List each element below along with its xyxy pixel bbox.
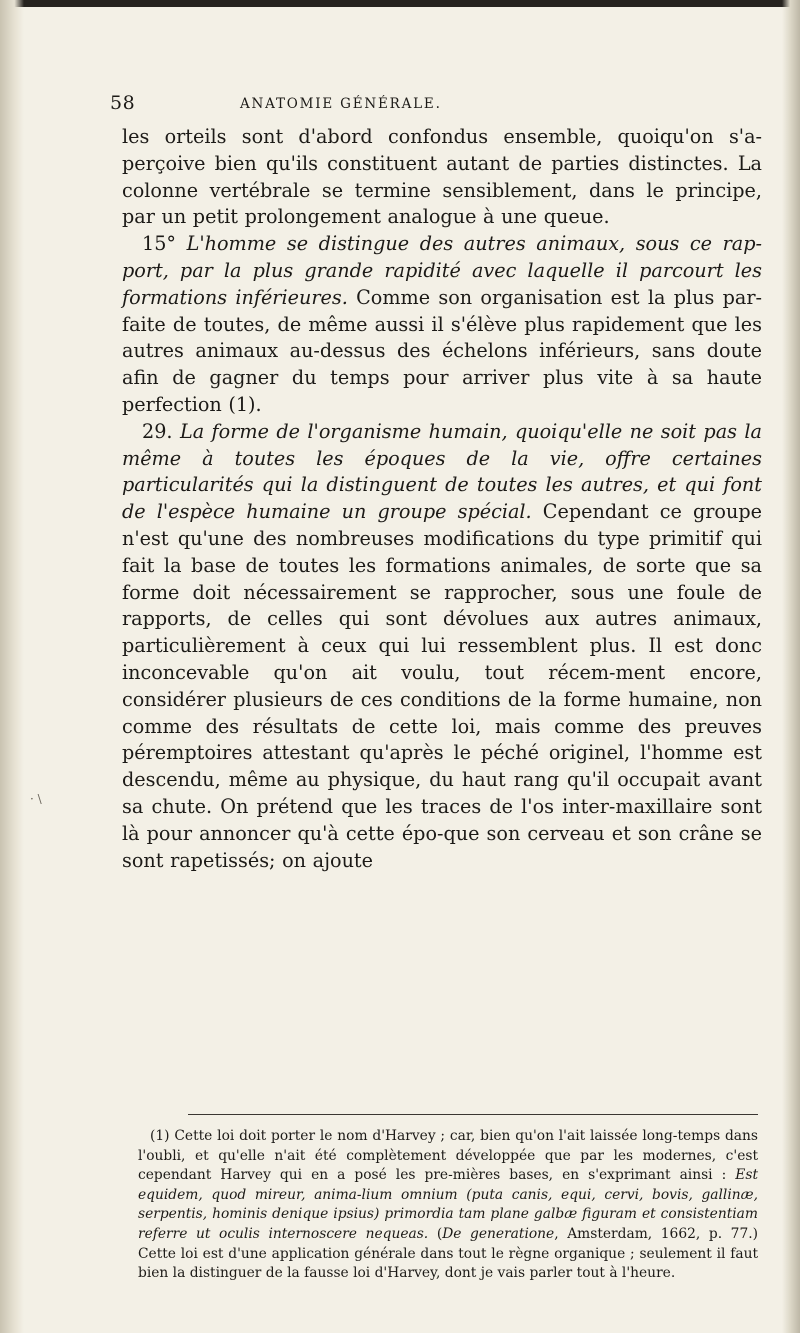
footnote-2-text: Cette loi est d'une application générale dans tout le règne organique ; seulement il faut bien la distinguer de la fausse loi d'Harvey, dont je vais parler tout à l'heure. <box>138 1245 758 1282</box>
footnote-1 <box>138 1127 758 1284</box>
margin-annotation: · \ <box>30 792 42 806</box>
paragraph-29 <box>122 419 762 875</box>
paragraph-15-text: Comme son organisation est la plus par-faite de toutes, de même aussi il s'élève plus rapidement que les autres animaux au-dessus des échelons inférieurs, sans doute afin de gagner du temps pour arriver plus vite à sa haute perfection (1). <box>122 285 762 416</box>
footnote-1-text: (1) Cette loi doit porter le nom d'Harvey ; car, bien qu'on l'ait laissée long-temps dans l'oubli, et qu'elle n'ait été complètement développée que par les modernes, c'est cependant Harvey qui en a posé les pre-mières bases, en s'exprimant ainsi : <box>138 1128 758 1184</box>
footnote-1-source-details: , Amsterdam, 1662, p. 77.) <box>554 1225 758 1242</box>
left-page-gutter <box>0 0 24 1333</box>
paragraph-15 <box>122 231 762 419</box>
paragraph-29-number: 29. <box>142 419 173 443</box>
paragraph-29-proposition: La forme de l'organisme humain, quoiqu'elle ne soit pas la même à toutes les époques de la vie, offre certaines particularités qui la distinguent de toutes les autres, et qui font de l'espèce humaine un groupe spécial. <box>122 419 762 524</box>
paragraph-continuation <box>122 124 762 231</box>
paragraph-15-number: 15° <box>142 232 177 256</box>
paragraph-15-proposition: L'homme se distingue des autres animaux, sous ce rap-port, par la plus grande rapidité avec laquelle il parcourt les formations inférieures. <box>122 232 762 309</box>
paragraph-29-text: Cependant ce groupe n'est qu'une des nombreuses modifications du type primitif qui fait la base de toutes les formations animales, de sorte que sa forme doit nécessairement se rapprocher, sous une foule de rapports, de celles qui sont dévolues aux autres animaux, particulièrement à ceux qui lui ressemblent plus. Il est donc inconcevable qu'on ait voulu, tout récem-ment encore, considérer plusieurs de ces conditions de la forme humaine, non comme des résultats de cette loi, mais comme des preuves péremptoires attestant qu'après le péché originel, l'homme est descendu, même au physique, du haut rang qu'il occupait avant sa chute. On prétend que les traces de l'os inter-maxillaire sont là pour annoncer qu'à cette épo-que son cerveau et son crâne se sont rapetissés; on ajoute <box>122 500 762 872</box>
main-text <box>122 124 762 874</box>
page-header <box>110 92 750 122</box>
top-scan-border <box>0 0 800 7</box>
footnote-1-paren: ( <box>436 1225 443 1242</box>
footnote-1-source-title: De generatione <box>442 1225 555 1242</box>
footnote <box>138 1127 758 1284</box>
footnote-divider <box>188 1114 758 1115</box>
running-head: ANATOMIE GÉNÉRALE. <box>240 96 442 112</box>
paragraph-1-text: les orteils sont d'abord confondus ensemble, quoiqu'on s'a-perçoive bien qu'ils constituent autant de parties distinctes. La colonne vertébrale se termine sensiblement, dans le principe, par un petit prolongement analogue à une queue. <box>122 125 762 229</box>
right-page-edge <box>782 0 800 1333</box>
footnote-1-latin-quote: Est equidem, quod mireur, anima-lium omnium (puta canis, equi, cervi, bovis, gallinæ, serpentis, hominis denique ipsius) primordia tam plane galbæ figuram et consistentiam referre ut oculis internoscere nequeas. <box>138 1167 758 1242</box>
page-number: 58 <box>110 92 136 114</box>
